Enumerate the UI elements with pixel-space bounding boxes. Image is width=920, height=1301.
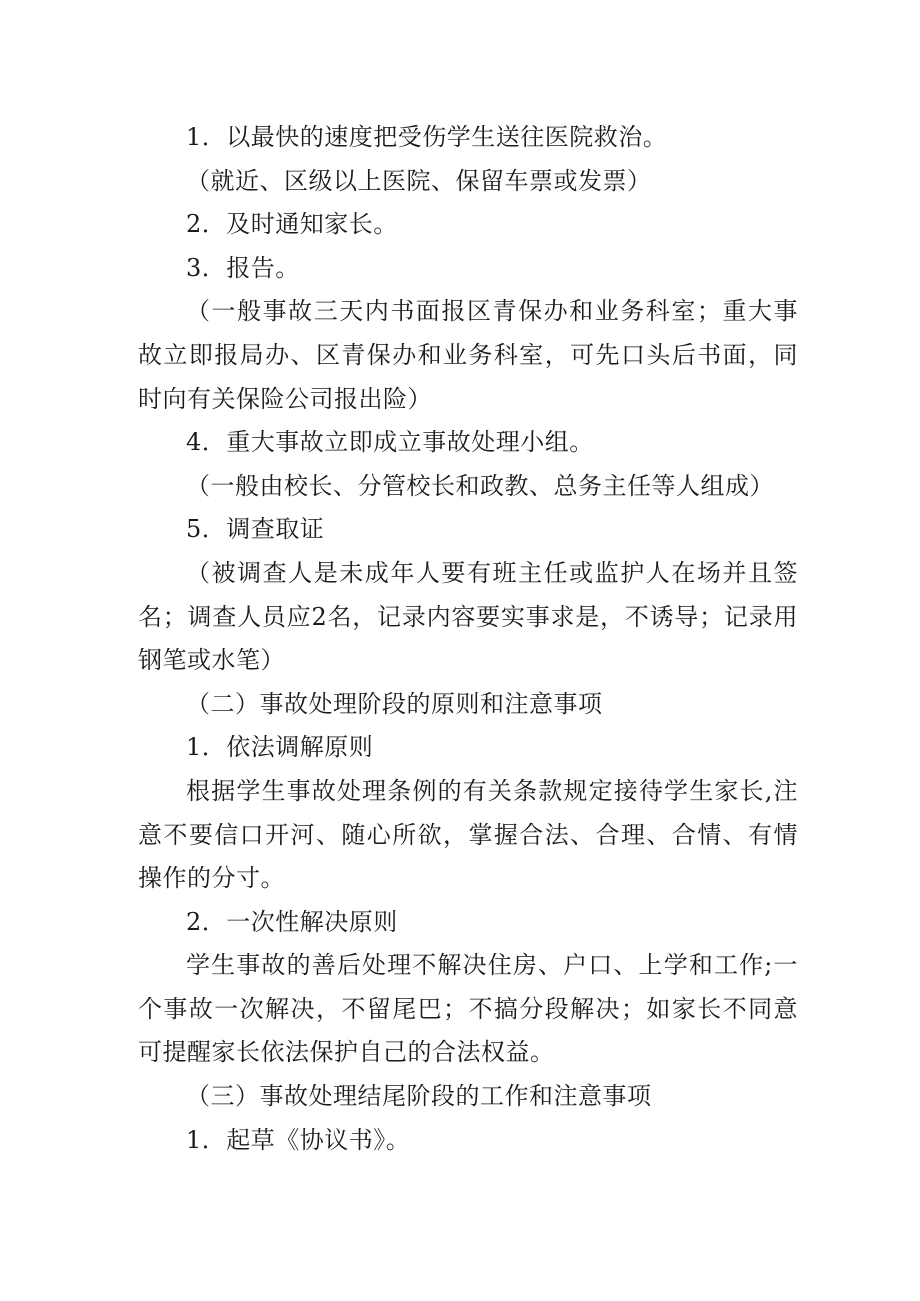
body-paragraph-resolution: 学生事故的善后处理不解决住房、户口、上学和工作;一个事故一次解决，不留尾巴；不搞分段解决；如家长不同意可提醒家长依法保护自己的合法权益。	[138, 951, 798, 1067]
note-investigation-rules: （被调查人是未成年人要有班主任或监护人在场并且签名；调查人员应2名，记录内容要实事求是，不诱导；记录用钢笔或水笔）	[138, 558, 798, 675]
list-item-notify-parents: 2．及时通知家长。	[186, 210, 398, 239]
list-item-report: 3．报告。	[186, 253, 300, 282]
list-item-investigation: 5．调查取证	[186, 515, 325, 544]
list-item-send-to-hospital: 1．以最快的速度把受伤学生送往医院救治。	[186, 123, 668, 151]
document-body	[138, 116, 798, 1162]
list-item-draft-agreement: 1．起草《协议书》。	[186, 1125, 411, 1154]
note-report-details: （一般事故三天内书面报区青保办和业务科室；重大事故立即报局办、区青保办和业务科室，可先口头后书面，同时向有关保险公司报出险）	[138, 297, 798, 413]
section-heading-closing-stage: （三）事故处理结尾阶段的工作和注意事项	[186, 1082, 652, 1111]
section-heading-handling-principles: （二）事故处理阶段的原则和注意事项	[186, 689, 603, 718]
body-paragraph-mediation: 根据学生事故处理条例的有关条款规定接待学生家长,注意不要信口开河、随心所欲，掌握合法、合理、合情、有情操作的分寸。	[138, 776, 798, 893]
list-item-one-time-resolution: 2．一次性解决原则	[186, 907, 398, 936]
note-group-members: （一般由校长、分管校长和政教、总务主任等人组成）	[186, 471, 774, 500]
list-item-form-handling-group: 4．重大事故立即成立事故处理小组。	[186, 428, 594, 457]
list-item-lawful-mediation: 1．依法调解原则	[186, 733, 374, 762]
note-hospital-receipts: （就近、区级以上医院、保留车票或发票）	[186, 166, 652, 195]
